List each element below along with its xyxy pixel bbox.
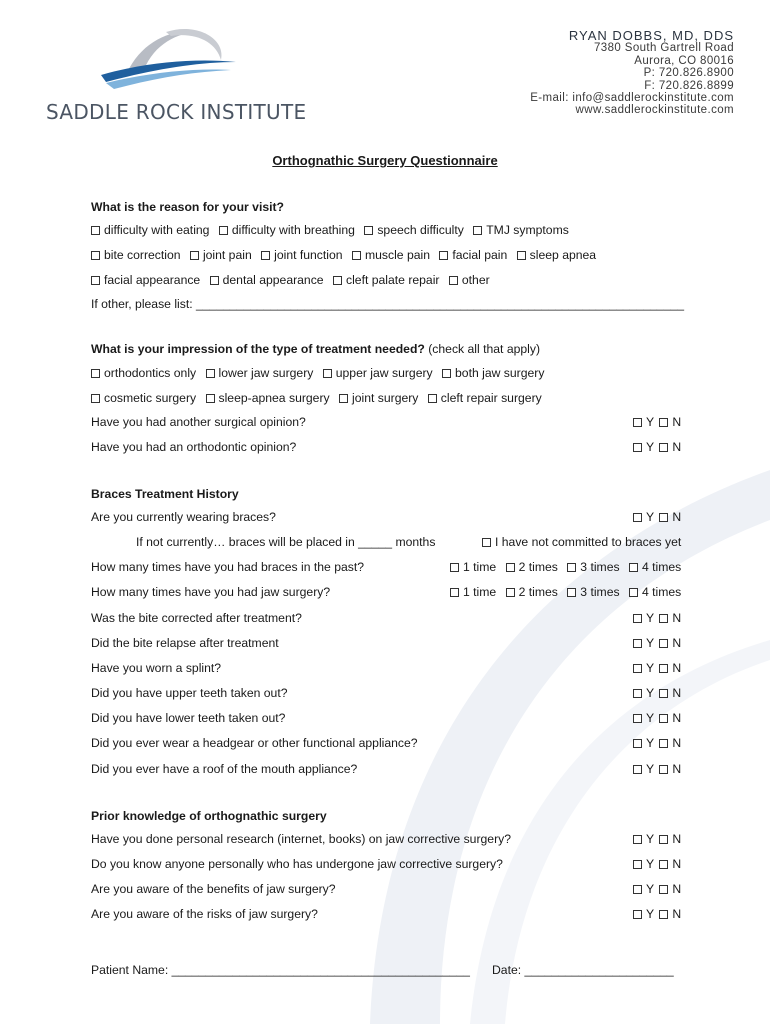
checkbox-both-jaw-surgery[interactable]: both jaw surgery [442, 366, 544, 380]
times-surgery-options [450, 585, 681, 599]
question-risks: Are you aware of the risks of jaw surgery? [91, 907, 318, 921]
question-benefits: Are you aware of the benefits of jaw surgery? [91, 882, 336, 896]
checkbox-joint-function[interactable]: joint function [261, 248, 342, 262]
patient-name-field[interactable]: Patient Name: ____________________________________________ [91, 963, 470, 977]
yn-upper-teeth[interactable]: Y N [633, 686, 681, 700]
website: www.saddlerockinstitute.com [575, 104, 734, 117]
visit-row-3 [91, 273, 496, 287]
yn-headgear[interactable]: Y N [633, 736, 681, 750]
page-title: Orthognathic Surgery Questionnaire [272, 153, 498, 168]
checkbox-surgery-2-times[interactable]: 2 times [506, 585, 558, 599]
checkbox-braces-1-time[interactable]: 1 time [450, 560, 496, 574]
checkbox-difficulty-eating[interactable]: difficulty with eating [91, 223, 209, 237]
question-headgear: Did you ever wear a headgear or other functional appliance? [91, 736, 418, 750]
question-times-braces: How many times have you had braces in the past? [91, 560, 365, 574]
doctor-name: RYAN DOBBS, MD, DDS [568, 28, 734, 43]
checkbox-lower-jaw-surgery[interactable]: lower jaw surgery [206, 366, 314, 380]
yn-know-anyone[interactable]: Y N [633, 857, 681, 871]
checkbox-bite-correction[interactable]: bite correction [91, 248, 181, 262]
question-personal-research: Have you done personal research (internet, books) on jaw corrective surgery? [91, 832, 512, 846]
logo [46, 20, 286, 100]
checkbox-braces-3-times[interactable]: 3 times [567, 560, 619, 574]
visit-row-1 [91, 223, 575, 237]
yn-personal-research[interactable]: Y N [633, 832, 681, 846]
question-bite-corrected: Was the bite corrected after treatment? [91, 611, 302, 625]
braces-heading: Braces Treatment History [91, 487, 239, 501]
checkbox-sleep-apnea[interactable]: sleep apnea [517, 248, 596, 262]
checkbox-facial-pain[interactable]: facial pain [439, 248, 507, 262]
logo-text: SADDLE ROCK INSTITUTE [46, 100, 307, 124]
checkbox-dental-appearance[interactable]: dental appearance [210, 273, 324, 287]
yn-lower-teeth[interactable]: Y N [633, 711, 681, 725]
fax: F: 720.826.8899 [644, 79, 734, 92]
checkbox-speech-difficulty[interactable]: speech difficulty [364, 223, 464, 237]
visit-heading: What is the reason for your visit? [91, 200, 285, 214]
yn-wearing-braces[interactable]: Y N [633, 510, 681, 524]
question-splint: Have you worn a splint? [91, 661, 222, 675]
checkbox-orthodontics-only[interactable]: orthodontics only [91, 366, 196, 380]
yn-bite-corrected[interactable]: Y N [633, 611, 681, 625]
checkbox-braces-2-times[interactable]: 2 times [506, 560, 558, 574]
yn-bite-relapse[interactable]: Y N [633, 636, 681, 650]
yn-orthodontic-opinion[interactable]: Y N [633, 440, 681, 454]
question-upper-teeth: Did you have upper teeth taken out? [91, 686, 288, 700]
question-know-anyone: Do you know anyone personally who has undergone jaw corrective surgery? [91, 857, 503, 871]
other-list-field[interactable]: If other, please list: ________________________________________________________________________ [91, 297, 685, 311]
checkbox-surgery-4-times[interactable]: 4 times [629, 585, 681, 599]
address-line-1: 7380 South Gartrell Road [593, 42, 734, 55]
braces-placement-months[interactable]: If not currently… braces will be placed in _____ months [136, 535, 436, 549]
checkbox-joint-pain[interactable]: joint pain [190, 248, 252, 262]
phone: P: 720.826.8900 [643, 67, 734, 80]
checkbox-not-committed[interactable]: I have not committed to braces yet [482, 535, 681, 549]
prior-heading: Prior knowledge of orthognathic surgery [91, 809, 327, 823]
checkbox-other[interactable]: other [449, 273, 490, 287]
treatment-heading: What is your impression of the type of treatment needed? (check all that apply) [91, 342, 541, 356]
visit-row-2 [91, 248, 602, 262]
question-wearing-braces: Are you currently wearing braces? [91, 510, 276, 524]
yn-splint[interactable]: Y N [633, 661, 681, 675]
treatment-row-2 [91, 391, 548, 405]
checkbox-cleft-repair-surgery[interactable]: cleft repair surgery [428, 391, 542, 405]
question-lower-teeth: Did you have lower teeth taken out? [91, 711, 286, 725]
email: E-mail: info@saddlerockinstitute.com [530, 92, 734, 105]
question-orthodontic-opinion: Have you had an orthodontic opinion? [91, 440, 297, 454]
checkbox-joint-surgery[interactable]: joint surgery [339, 391, 418, 405]
checkbox-braces-4-times[interactable]: 4 times [629, 560, 681, 574]
checkbox-sleep-apnea-surgery[interactable]: sleep-apnea surgery [206, 391, 330, 405]
times-braces-options [450, 560, 681, 574]
contact-block [530, 30, 734, 117]
checkbox-cosmetic-surgery[interactable]: cosmetic surgery [91, 391, 196, 405]
question-bite-relapse: Did the bite relapse after treatment [91, 636, 279, 650]
checkbox-tmj-symptoms[interactable]: TMJ symptoms [473, 223, 569, 237]
checkbox-cleft-palate-repair[interactable]: cleft palate repair [333, 273, 440, 287]
yn-roof-appliance[interactable]: Y N [633, 762, 681, 776]
logo-mark [46, 20, 286, 100]
checkbox-muscle-pain[interactable]: muscle pain [352, 248, 430, 262]
question-surgical-opinion: Have you had another surgical opinion? [91, 415, 306, 429]
date-field[interactable]: Date: ______________________ [492, 963, 674, 977]
yn-surgical-opinion[interactable]: Y N [633, 415, 681, 429]
checkbox-upper-jaw-surgery[interactable]: upper jaw surgery [323, 366, 433, 380]
checkbox-difficulty-breathing[interactable]: difficulty with breathing [219, 223, 355, 237]
treatment-row-1 [91, 366, 550, 380]
checkbox-facial-appearance[interactable]: facial appearance [91, 273, 200, 287]
yn-benefits[interactable]: Y N [633, 882, 681, 896]
question-times-surgery: How many times have you had jaw surgery? [91, 585, 331, 599]
question-roof-appliance: Did you ever have a roof of the mouth appliance? [91, 762, 358, 776]
checkbox-surgery-3-times[interactable]: 3 times [567, 585, 619, 599]
yn-risks[interactable]: Y N [633, 907, 681, 921]
address-line-2: Aurora, CO 80016 [634, 54, 734, 67]
checkbox-surgery-1-time[interactable]: 1 time [450, 585, 496, 599]
